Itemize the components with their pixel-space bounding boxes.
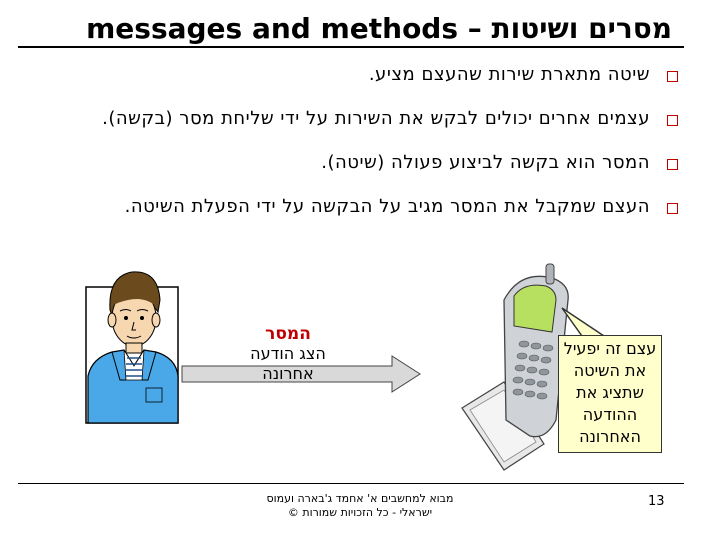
footer-line: מבוא למחשבים א' אחמד ג'בארה ועמוס: [266, 492, 454, 505]
flip-phone-illustration-icon: [462, 264, 568, 470]
bullet-text: שיטה מתארת שירות שהעצם מציע.: [368, 64, 650, 85]
message-line: הצג הודעה: [250, 344, 326, 363]
bullet-text: עצמים אחרים יכולים לבקש את השירות על ידי שליחת מסר (בקשה).: [102, 108, 650, 129]
message-line: אחרונה: [262, 364, 314, 383]
bullet-text: העצם שמקבל את המסר מגיב על הבקשה על ידי הפעלת השיטה.: [124, 196, 650, 217]
footer-divider: [18, 483, 684, 484]
page-number: 13: [648, 494, 665, 509]
speech-line: שתציג את: [576, 383, 644, 402]
person-illustration-icon: [86, 272, 178, 423]
message-heading: המסר: [265, 324, 311, 344]
speech-bubble: [558, 335, 662, 453]
footer-line: ישראלי - כל הזכויות שמורות ©: [287, 506, 433, 519]
speech-line: עצם זה יפעיל: [563, 339, 657, 358]
bullet-text: המסר הוא בקשה לביצוע פעולה (שיטה).: [321, 152, 650, 173]
bubble-pointer: [562, 308, 604, 336]
slide-title: מסרים ושיטות – messages and methods: [86, 12, 672, 45]
footer-credit: [230, 492, 490, 520]
speech-line: ההודעה: [582, 405, 638, 424]
message-label: [228, 324, 348, 384]
speech-line: האחרונה: [579, 427, 641, 446]
speech-line: את השיטה: [573, 361, 647, 380]
